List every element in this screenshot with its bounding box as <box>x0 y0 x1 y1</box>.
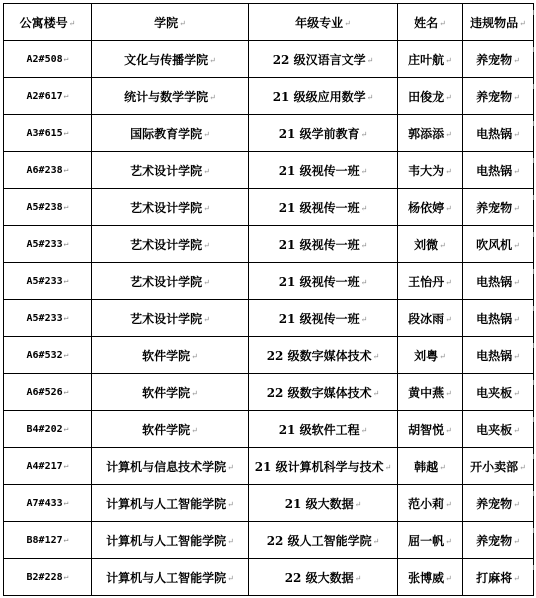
cell-room: A2#617↵ <box>4 78 92 115</box>
paragraph-mark: ↵ <box>445 388 452 398</box>
paragraph-mark: ↵ <box>63 349 69 359</box>
cell-major: 21 级视传一班↵ <box>249 300 398 337</box>
cell-name: 王怡丹↵ <box>398 263 463 300</box>
paragraph-mark: ↵ <box>203 166 210 176</box>
cell-name: 田俊龙↵ <box>398 78 463 115</box>
table-row <box>4 448 534 485</box>
cell-major: 22 级数字媒体技术↵ <box>249 374 398 411</box>
cell-room: A5#233↵ <box>4 263 92 300</box>
cell-name: 屈一帆↵ <box>398 522 463 559</box>
paragraph-mark: ↵ <box>191 351 198 361</box>
paragraph-mark: ↵ <box>445 425 452 435</box>
header-major: 年级专业↵ <box>249 4 398 41</box>
cell-room: A6#526↵ <box>4 374 92 411</box>
paragraph-mark: ↵ <box>439 240 446 250</box>
paragraph-mark: ↵ <box>519 18 526 28</box>
table-row <box>4 263 534 300</box>
cell-college: 计算机与人工智能学院↵ <box>92 485 249 522</box>
cell-major: 22 级大数据↵ <box>249 559 398 596</box>
paragraph-mark: ↵ <box>513 166 520 176</box>
paragraph-mark: ↵ <box>366 92 374 102</box>
table-row <box>4 152 534 189</box>
paragraph-mark: ↵ <box>63 164 69 174</box>
cell-major: 21 级软件工程↵ <box>249 411 398 448</box>
cell-college: 国际教育学院↵ <box>92 115 249 152</box>
cell-name: 胡智悦↵ <box>398 411 463 448</box>
paragraph-mark: ↵ <box>63 238 69 248</box>
paragraph-mark: ↵ <box>360 129 368 139</box>
paragraph-mark: ↵ <box>513 351 520 361</box>
cell-room: A5#238↵ <box>4 189 92 226</box>
paragraph-mark: ↵ <box>513 425 520 435</box>
paragraph-mark: ↵ <box>445 573 452 583</box>
paragraph-mark: ↵ <box>445 166 452 176</box>
paragraph-mark: ↵ <box>179 18 186 28</box>
paragraph-mark: ↵ <box>203 277 210 287</box>
cell-college: 计算机与人工智能学院↵ <box>92 559 249 596</box>
cell-room: B4#202↵ <box>4 411 92 448</box>
paragraph-mark: ↵ <box>63 460 69 470</box>
paragraph-mark: ↵ <box>63 386 69 396</box>
cell-name: 杨依婷↵ <box>398 189 463 226</box>
table-row <box>4 337 534 374</box>
paragraph-mark: ↵ <box>227 499 234 509</box>
paragraph-mark: ↵ <box>191 388 198 398</box>
cell-item: 养宠物↵ <box>463 189 534 226</box>
paragraph-mark: ↵ <box>384 462 392 472</box>
cell-college: 软件学院↵ <box>92 374 249 411</box>
cell-item: 电热锅↵ <box>463 337 534 374</box>
paragraph-mark: ↵ <box>519 462 526 472</box>
paragraph-mark: ↵ <box>203 203 210 213</box>
header-item: 违规物品↵ <box>463 4 534 41</box>
paragraph-mark: ↵ <box>445 499 452 509</box>
paragraph-mark: ↵ <box>360 166 368 176</box>
paragraph-mark: ↵ <box>513 129 520 139</box>
paragraph-mark: ↵ <box>513 55 520 65</box>
paragraph-mark: ↵ <box>63 571 69 581</box>
cell-college: 艺术设计学院↵ <box>92 152 249 189</box>
cell-major: 21 级大数据↵ <box>249 485 398 522</box>
cell-room: B2#228↵ <box>4 559 92 596</box>
cell-room: A7#433↵ <box>4 485 92 522</box>
header-name: 姓名↵ <box>398 4 463 41</box>
cell-room: A2#508↵ <box>4 41 92 78</box>
cell-room: A6#532↵ <box>4 337 92 374</box>
paragraph-mark: ↵ <box>372 536 380 546</box>
cell-item: 养宠物↵ <box>463 485 534 522</box>
paragraph-mark: ↵ <box>513 203 520 213</box>
cell-college: 文化与传播学院↵ <box>92 41 249 78</box>
cell-item: 开小卖部↵ <box>463 448 534 485</box>
paragraph-mark: ↵ <box>360 425 368 435</box>
paragraph-mark: ↵ <box>63 53 69 63</box>
paragraph-mark: ↵ <box>360 240 368 250</box>
table-row <box>4 189 534 226</box>
paragraph-mark: ↵ <box>445 277 452 287</box>
paragraph-mark: ↵ <box>513 573 520 583</box>
paragraph-mark: ↵ <box>513 92 520 102</box>
paragraph-mark: ↵ <box>372 351 380 361</box>
cell-room: A4#217↵ <box>4 448 92 485</box>
cell-college: 计算机与人工智能学院↵ <box>92 522 249 559</box>
paragraph-mark: ↵ <box>354 499 362 509</box>
paragraph-mark: ↵ <box>344 18 351 28</box>
table-row <box>4 226 534 263</box>
cell-item: 吹风机↵ <box>463 226 534 263</box>
paragraph-mark: ↵ <box>445 314 452 324</box>
table-row <box>4 411 534 448</box>
cell-major: 21 级视传一班↵ <box>249 263 398 300</box>
cell-item: 电热锅↵ <box>463 263 534 300</box>
cell-name: 刘粤↵ <box>398 337 463 374</box>
table-header-row <box>4 4 534 41</box>
paragraph-mark: ↵ <box>445 203 452 213</box>
paragraph-mark: ↵ <box>439 351 446 361</box>
paragraph-mark: ↵ <box>209 92 216 102</box>
table-row <box>4 41 534 78</box>
paragraph-mark: ↵ <box>227 462 234 472</box>
paragraph-mark: ↵ <box>203 240 210 250</box>
paragraph-mark: ↵ <box>445 55 452 65</box>
cell-college: 软件学院↵ <box>92 337 249 374</box>
cell-name: 韩越↵ <box>398 448 463 485</box>
paragraph-mark: ↵ <box>439 462 446 472</box>
paragraph-mark: ↵ <box>372 388 380 398</box>
cell-college: 软件学院↵ <box>92 411 249 448</box>
cell-college: 计算机与信息技术学院↵ <box>92 448 249 485</box>
cell-item: 电热锅↵ <box>463 300 534 337</box>
header-building: 公寓楼号↵ <box>4 4 92 41</box>
cell-major: 21 级级应用数学↵ <box>249 78 398 115</box>
cell-college: 艺术设计学院↵ <box>92 300 249 337</box>
violation-table <box>3 3 534 596</box>
cell-room: A3#615↵ <box>4 115 92 152</box>
cell-item: 电夹板↵ <box>463 411 534 448</box>
cell-item: 养宠物↵ <box>463 41 534 78</box>
document-page <box>3 3 534 596</box>
paragraph-mark: ↵ <box>513 499 520 509</box>
header-college: 学院↵ <box>92 4 249 41</box>
table-row <box>4 522 534 559</box>
cell-major: 21 级学前教育↵ <box>249 115 398 152</box>
cell-name: 段冰雨↵ <box>398 300 463 337</box>
paragraph-mark: ↵ <box>63 90 69 100</box>
paragraph-mark: ↵ <box>445 92 452 102</box>
table-row <box>4 300 534 337</box>
cell-name: 韦大为↵ <box>398 152 463 189</box>
paragraph-mark: ↵ <box>445 536 452 546</box>
cell-room: A5#233↵ <box>4 226 92 263</box>
cell-major: 22 级人工智能学院↵ <box>249 522 398 559</box>
paragraph-mark: ↵ <box>63 201 69 211</box>
cell-name: 范小莉↵ <box>398 485 463 522</box>
cell-item: 电夹板↵ <box>463 374 534 411</box>
cell-name: 庄叶航↵ <box>398 41 463 78</box>
paragraph-mark: ↵ <box>513 314 520 324</box>
cell-item: 电热锅↵ <box>463 115 534 152</box>
cell-name: 黄中燕↵ <box>398 374 463 411</box>
paragraph-mark: ↵ <box>203 314 210 324</box>
cell-college: 艺术设计学院↵ <box>92 226 249 263</box>
cell-college: 艺术设计学院↵ <box>92 189 249 226</box>
paragraph-mark: ↵ <box>203 129 210 139</box>
cell-major: 21 级视传一班↵ <box>249 189 398 226</box>
paragraph-mark: ↵ <box>191 425 198 435</box>
paragraph-mark: ↵ <box>513 536 520 546</box>
paragraph-mark: ↵ <box>354 573 362 583</box>
paragraph-mark: ↵ <box>513 388 520 398</box>
cell-major: 21 级视传一班↵ <box>249 152 398 189</box>
paragraph-mark: ↵ <box>445 129 452 139</box>
paragraph-mark: ↵ <box>68 18 76 28</box>
paragraph-mark: ↵ <box>63 497 69 507</box>
paragraph-mark: ↵ <box>439 18 446 28</box>
paragraph-mark: ↵ <box>513 277 520 287</box>
table-row <box>4 485 534 522</box>
cell-room: A5#233↵ <box>4 300 92 337</box>
paragraph-mark: ↵ <box>63 534 69 544</box>
cell-room: B8#127↵ <box>4 522 92 559</box>
cell-item: 养宠物↵ <box>463 522 534 559</box>
cell-major: 21 级视传一班↵ <box>249 226 398 263</box>
paragraph-mark: ↵ <box>360 277 368 287</box>
table-row <box>4 374 534 411</box>
cell-item: 打麻将↵ <box>463 559 534 596</box>
cell-major: 22 级数字媒体技术↵ <box>249 337 398 374</box>
paragraph-mark: ↵ <box>227 536 234 546</box>
cell-name: 郭添添↵ <box>398 115 463 152</box>
table-row <box>4 78 534 115</box>
cell-room: A6#238↵ <box>4 152 92 189</box>
paragraph-mark: ↵ <box>366 55 374 65</box>
cell-college: 统计与数学学院↵ <box>92 78 249 115</box>
table-row <box>4 115 534 152</box>
cell-major: 21 级计算机科学与技术↵ <box>249 448 398 485</box>
paragraph-mark: ↵ <box>227 573 234 583</box>
paragraph-mark: ↵ <box>360 314 368 324</box>
paragraph-mark: ↵ <box>63 275 69 285</box>
cell-item: 养宠物↵ <box>463 78 534 115</box>
paragraph-mark: ↵ <box>513 240 520 250</box>
paragraph-mark: ↵ <box>209 55 216 65</box>
cell-college: 艺术设计学院↵ <box>92 263 249 300</box>
paragraph-mark: ↵ <box>63 312 69 322</box>
paragraph-mark: ↵ <box>63 127 69 137</box>
paragraph-mark: ↵ <box>63 423 69 433</box>
cell-name: 张博威↵ <box>398 559 463 596</box>
table-row <box>4 559 534 596</box>
cell-name: 刘微↵ <box>398 226 463 263</box>
cell-item: 电热锅↵ <box>463 152 534 189</box>
paragraph-mark: ↵ <box>360 203 368 213</box>
cell-major: 22 级汉语言文学↵ <box>249 41 398 78</box>
